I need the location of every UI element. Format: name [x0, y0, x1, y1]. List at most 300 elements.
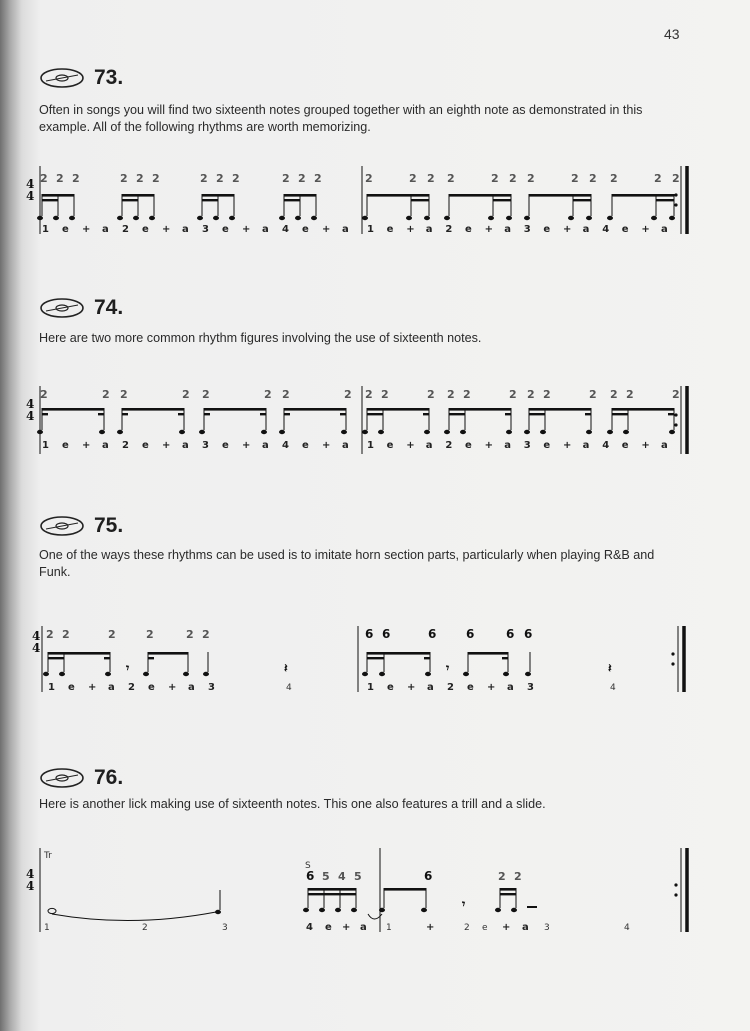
tab-number: 2 — [72, 172, 80, 185]
count-label: + — [426, 922, 435, 933]
note-head — [133, 216, 139, 220]
beam — [42, 199, 58, 201]
note-head — [444, 430, 450, 434]
beam — [424, 657, 430, 659]
beam — [204, 408, 266, 411]
note-head — [444, 216, 450, 220]
half-rest — [527, 906, 537, 908]
beam — [122, 199, 138, 201]
tab-number: 2 — [46, 628, 54, 641]
repeat-dot — [674, 413, 677, 416]
tab-number: 2 — [62, 628, 70, 641]
tab-number: 2 — [344, 388, 352, 401]
note-head — [379, 908, 385, 912]
tab-number: 2 — [427, 172, 435, 185]
note-head — [117, 216, 123, 220]
example-76-description: Here is another lick making use of sixteenth notes. This one also features a trill and a slide. — [39, 797, 546, 811]
note-head — [48, 908, 56, 913]
count-label: 3 — [544, 923, 550, 933]
tab-number: 2 — [514, 870, 522, 883]
example-74-description: Here are two more common rhythm figures involving the use of sixteenth notes. — [39, 331, 482, 345]
note-head — [303, 908, 309, 912]
note-head — [651, 216, 657, 220]
count-label: a — [262, 440, 269, 451]
note-head — [460, 430, 466, 434]
note-head — [341, 430, 347, 434]
count-label: + — [162, 440, 171, 451]
repeat-dot — [674, 883, 677, 886]
beam — [449, 194, 511, 197]
count-label: a — [102, 224, 109, 235]
count-label: e — [302, 440, 309, 451]
sixteenth-rest: 𝄾 — [446, 661, 450, 675]
note-head — [362, 430, 368, 434]
note-head — [261, 430, 267, 434]
count-label: e — [325, 922, 332, 933]
tab-number: 6 — [428, 627, 437, 641]
count-label: + — [342, 922, 351, 933]
example-76-staff — [22, 848, 692, 933]
tab-number: 2 — [589, 172, 597, 185]
note-head — [421, 908, 427, 912]
beam — [656, 199, 674, 201]
count-label: + — [162, 224, 171, 235]
tab-number: 2 — [654, 172, 662, 185]
tab-number: 6 — [424, 869, 433, 883]
example-75-description: One of the ways these rhythms can be used is to imitate horn section parts, particularly when playing R&B and Funk. — [39, 548, 655, 579]
cd-icon — [38, 514, 88, 538]
count-label: + — [242, 440, 251, 451]
count-label: + — [168, 682, 177, 693]
count-label: + — [484, 224, 493, 235]
tab-number: 2 — [571, 172, 579, 185]
count-label: a — [425, 224, 433, 235]
note-head — [623, 430, 629, 434]
note-head — [179, 430, 185, 434]
beam — [284, 194, 316, 197]
example-number: 74. — [94, 296, 124, 319]
beam — [612, 413, 628, 415]
count-label: e — [465, 224, 472, 235]
repeat-dot — [674, 893, 677, 896]
beam — [529, 408, 591, 411]
example-74-heading — [38, 296, 123, 320]
note-head — [105, 672, 111, 676]
time-signature-bottom: 4 — [26, 879, 35, 893]
time-signature-top: 4 — [26, 867, 35, 881]
tab-number: 6 — [306, 869, 315, 883]
count-label: a — [504, 440, 511, 451]
note-head — [37, 216, 43, 220]
note-head — [199, 430, 205, 434]
example-75-staff — [22, 622, 692, 702]
note-head — [378, 430, 384, 434]
tab-number: 2 — [120, 388, 128, 401]
count-label: e — [467, 682, 474, 693]
count-label: 1 — [367, 682, 374, 693]
cd-icon — [38, 296, 88, 320]
count-label: 4 — [602, 440, 610, 451]
count-label: e — [142, 440, 149, 451]
count-label: + — [407, 682, 416, 693]
time-signature-top: 4 — [32, 629, 41, 643]
note-head — [197, 216, 203, 220]
tab-number: 2 — [463, 388, 471, 401]
tab-number: 2 — [427, 388, 435, 401]
beam — [573, 199, 591, 201]
count-label: e — [386, 440, 394, 451]
count-label: a — [262, 224, 269, 235]
note-head — [311, 216, 317, 220]
tab-number: 6 — [382, 627, 391, 641]
note-head — [149, 216, 155, 220]
note-head — [59, 672, 65, 676]
count-label: + — [641, 224, 650, 235]
note-head — [525, 672, 531, 676]
beam — [500, 893, 516, 895]
note-head — [279, 216, 285, 220]
time-signature-bottom: 4 — [26, 189, 35, 203]
count-label: 2 — [447, 682, 454, 693]
count-label: + — [502, 922, 511, 933]
note-head — [335, 908, 341, 912]
tab-number: 6 — [524, 627, 533, 641]
slide-marking: S — [305, 861, 311, 871]
beam — [122, 194, 154, 197]
count-label: a — [582, 224, 590, 235]
page-number: 43 — [664, 26, 680, 42]
beam — [42, 408, 104, 411]
count-label: 3 — [208, 682, 215, 693]
count-label: e — [222, 224, 229, 235]
tab-number: 2 — [216, 172, 224, 185]
repeat-dot — [674, 193, 677, 196]
time-signature-top: 4 — [26, 397, 35, 411]
time-signature-top: 4 — [26, 177, 35, 191]
note-head — [506, 430, 512, 434]
note-head — [669, 216, 675, 220]
beam — [449, 413, 465, 415]
note-head — [406, 216, 412, 220]
count-label: 4 — [610, 683, 616, 693]
count-label: 4 — [282, 224, 289, 235]
count-label: 4 — [624, 923, 630, 933]
beam — [367, 408, 429, 411]
count-label: 1 — [42, 224, 49, 235]
beam — [308, 888, 356, 891]
quarter-rest: 𝄽 — [608, 661, 612, 675]
tab-number: 2 — [509, 388, 517, 401]
repeat-dot — [671, 652, 674, 655]
count-label: a — [182, 440, 189, 451]
count-label: a — [504, 224, 511, 235]
beam — [42, 194, 74, 197]
note-head — [319, 908, 325, 912]
count-label: 4 — [286, 683, 292, 693]
beam — [48, 652, 110, 655]
count-label: e — [386, 224, 394, 235]
beam — [529, 413, 545, 415]
count-label: 1 — [367, 440, 374, 451]
example-74-staff — [22, 380, 692, 460]
count-label: a — [108, 682, 115, 693]
time-signature-bottom: 4 — [32, 641, 41, 655]
count-label: a — [342, 440, 349, 451]
beam — [122, 413, 128, 415]
count-label: a — [425, 440, 433, 451]
tab-number: 6 — [506, 627, 515, 641]
count-label: 3 — [523, 224, 531, 235]
note-head — [143, 672, 149, 676]
count-label: 1 — [386, 923, 392, 933]
beam — [468, 652, 508, 655]
count-label: a — [360, 922, 367, 933]
quarter-rest: 𝄽 — [284, 661, 288, 675]
note-head — [669, 430, 675, 434]
count-label: e — [148, 682, 155, 693]
tab-number: 2 — [365, 388, 373, 401]
tab-number: 2 — [543, 388, 551, 401]
count-label: 4 — [306, 922, 313, 933]
tab-number: 2 — [120, 172, 128, 185]
count-label: + — [406, 440, 415, 451]
count-label: 2 — [142, 923, 148, 933]
count-label: + — [82, 224, 91, 235]
note-head — [488, 216, 494, 220]
beam — [148, 657, 154, 659]
beam — [202, 194, 234, 197]
count-label: a — [427, 682, 434, 693]
example-number: 76. — [94, 766, 124, 789]
beam — [340, 413, 346, 415]
tab-number: 2 — [108, 628, 116, 641]
beam — [411, 199, 429, 201]
tab-number: 4 — [338, 870, 346, 883]
tab-number: 2 — [298, 172, 306, 185]
count-label: 1 — [48, 682, 55, 693]
tab-number: 2 — [314, 172, 322, 185]
tab-number: 2 — [136, 172, 144, 185]
beam — [260, 413, 266, 415]
note-head — [463, 672, 469, 676]
beam — [367, 194, 429, 197]
note-head — [362, 216, 368, 220]
beam — [308, 893, 356, 895]
beam — [449, 408, 511, 411]
note-head — [362, 672, 368, 676]
count-label: e — [142, 224, 149, 235]
count-label: + — [322, 440, 331, 451]
note-head — [213, 216, 219, 220]
beam — [384, 888, 426, 891]
tab-number: 2 — [282, 172, 290, 185]
example-73-staff — [22, 160, 692, 240]
note-head — [99, 430, 105, 434]
beam — [122, 408, 184, 411]
beam — [48, 657, 64, 659]
tab-number: 2 — [202, 388, 210, 401]
tab-number: 2 — [152, 172, 160, 185]
note-head — [229, 216, 235, 220]
count-label: e — [387, 682, 394, 693]
count-label: 2 — [464, 923, 470, 933]
sixteenth-rest: 𝄾 — [462, 897, 466, 911]
note-head — [586, 430, 592, 434]
example-75-heading — [38, 514, 123, 538]
count-label: + — [242, 224, 251, 235]
time-signature-bottom: 4 — [26, 409, 35, 423]
tab-number: 2 — [186, 628, 194, 641]
count-label: e — [543, 440, 551, 451]
note-head — [511, 908, 517, 912]
tab-number: 2 — [264, 388, 272, 401]
count-label: 4 — [282, 440, 289, 451]
tab-number: 2 — [365, 172, 373, 185]
note-head — [495, 908, 501, 912]
count-label: + — [563, 224, 572, 235]
count-label: 2 — [122, 224, 129, 235]
count-label: e — [621, 440, 629, 451]
count-label: 2 — [128, 682, 135, 693]
note-head — [215, 910, 221, 914]
beam — [98, 413, 104, 415]
tab-number: 2 — [381, 388, 389, 401]
count-label: 3 — [222, 923, 228, 933]
count-label: 3 — [202, 224, 209, 235]
count-label: 2 — [122, 440, 129, 451]
tab-number: 2 — [672, 172, 680, 185]
tab-number: 2 — [447, 172, 455, 185]
beam — [423, 413, 429, 415]
count-label: e — [62, 224, 69, 235]
tab-number: 2 — [610, 172, 618, 185]
repeat-dot — [674, 423, 677, 426]
tab-number: 2 — [672, 388, 680, 401]
tab-number: 2 — [200, 172, 208, 185]
count-label: 1 — [42, 440, 49, 451]
beam — [367, 652, 430, 655]
tab-number: 5 — [322, 870, 330, 883]
count-label: + — [563, 440, 572, 451]
beam — [505, 413, 511, 415]
count-label: a — [661, 440, 668, 451]
tab-number: 2 — [626, 388, 634, 401]
note-head — [503, 672, 509, 676]
beam — [668, 413, 674, 415]
note-head — [43, 672, 49, 676]
beam — [367, 657, 384, 659]
beam — [502, 657, 508, 659]
note-head — [424, 430, 430, 434]
count-label: 3 — [527, 682, 534, 693]
tab-number: 2 — [56, 172, 64, 185]
beam — [284, 408, 346, 411]
beam — [612, 408, 674, 411]
count-label: a — [582, 440, 590, 451]
tab-number: 2 — [146, 628, 154, 641]
count-label: a — [507, 682, 514, 693]
note-head — [183, 672, 189, 676]
count-label: 3 — [523, 440, 531, 451]
note-head — [424, 216, 430, 220]
beam — [585, 413, 591, 415]
count-label: a — [182, 224, 189, 235]
tab-number: 2 — [40, 172, 48, 185]
count-label: + — [82, 440, 91, 451]
tab-number: 5 — [354, 870, 362, 883]
tab-number: 6 — [365, 627, 374, 641]
count-label: 2 — [445, 440, 453, 451]
beam — [284, 413, 290, 415]
count-label: + — [641, 440, 650, 451]
note-head — [524, 216, 530, 220]
note-head — [568, 216, 574, 220]
note-head — [37, 430, 43, 434]
count-label: 3 — [202, 440, 209, 451]
beam — [500, 888, 516, 891]
count-label: 2 — [445, 224, 453, 235]
note-head — [524, 430, 530, 434]
example-number: 75. — [94, 514, 124, 537]
note-head — [117, 430, 123, 434]
count-label: + — [88, 682, 97, 693]
count-label: e — [302, 224, 309, 235]
count-label: e — [621, 224, 629, 235]
tab-number: 2 — [527, 172, 535, 185]
tab-number: 6 — [466, 627, 475, 641]
example-76-heading — [38, 766, 123, 790]
note-head — [351, 908, 357, 912]
note-head — [379, 672, 385, 676]
count-label: + — [322, 224, 331, 235]
cd-icon — [38, 766, 88, 790]
note-head — [425, 672, 431, 676]
tab-number: 2 — [409, 172, 417, 185]
count-label: e — [62, 440, 69, 451]
beam — [42, 413, 48, 415]
count-label: a — [102, 440, 109, 451]
count-label: e — [68, 682, 75, 693]
note-head — [540, 430, 546, 434]
beam — [367, 413, 383, 415]
sixteenth-rest: 𝄾 — [126, 661, 130, 675]
note-head — [279, 430, 285, 434]
tab-number: 2 — [498, 870, 506, 883]
beam — [104, 657, 110, 659]
beam — [178, 413, 184, 415]
beam — [148, 652, 188, 655]
count-label: 4 — [602, 224, 610, 235]
beam — [529, 194, 591, 197]
beam — [284, 199, 300, 201]
trill-marking: Tr — [44, 851, 52, 861]
note-head — [607, 430, 613, 434]
tab-number: 2 — [202, 628, 210, 641]
count-label: + — [487, 682, 496, 693]
example-73-heading — [38, 66, 123, 90]
tab-number: 2 — [182, 388, 190, 401]
tab-number: 2 — [610, 388, 618, 401]
note-head — [203, 672, 209, 676]
count-label: e — [482, 923, 488, 933]
example-73-description: Often in songs you will find two sixteenth notes grouped together with an eighth note as demonstrated in this example. All of the following rhythms are worth memorizing. — [39, 103, 643, 134]
tab-number: 2 — [232, 172, 240, 185]
count-label: a — [522, 922, 529, 933]
beam — [612, 194, 674, 197]
tab-number: 2 — [589, 388, 597, 401]
count-label: 1 — [367, 224, 374, 235]
note-head — [607, 216, 613, 220]
